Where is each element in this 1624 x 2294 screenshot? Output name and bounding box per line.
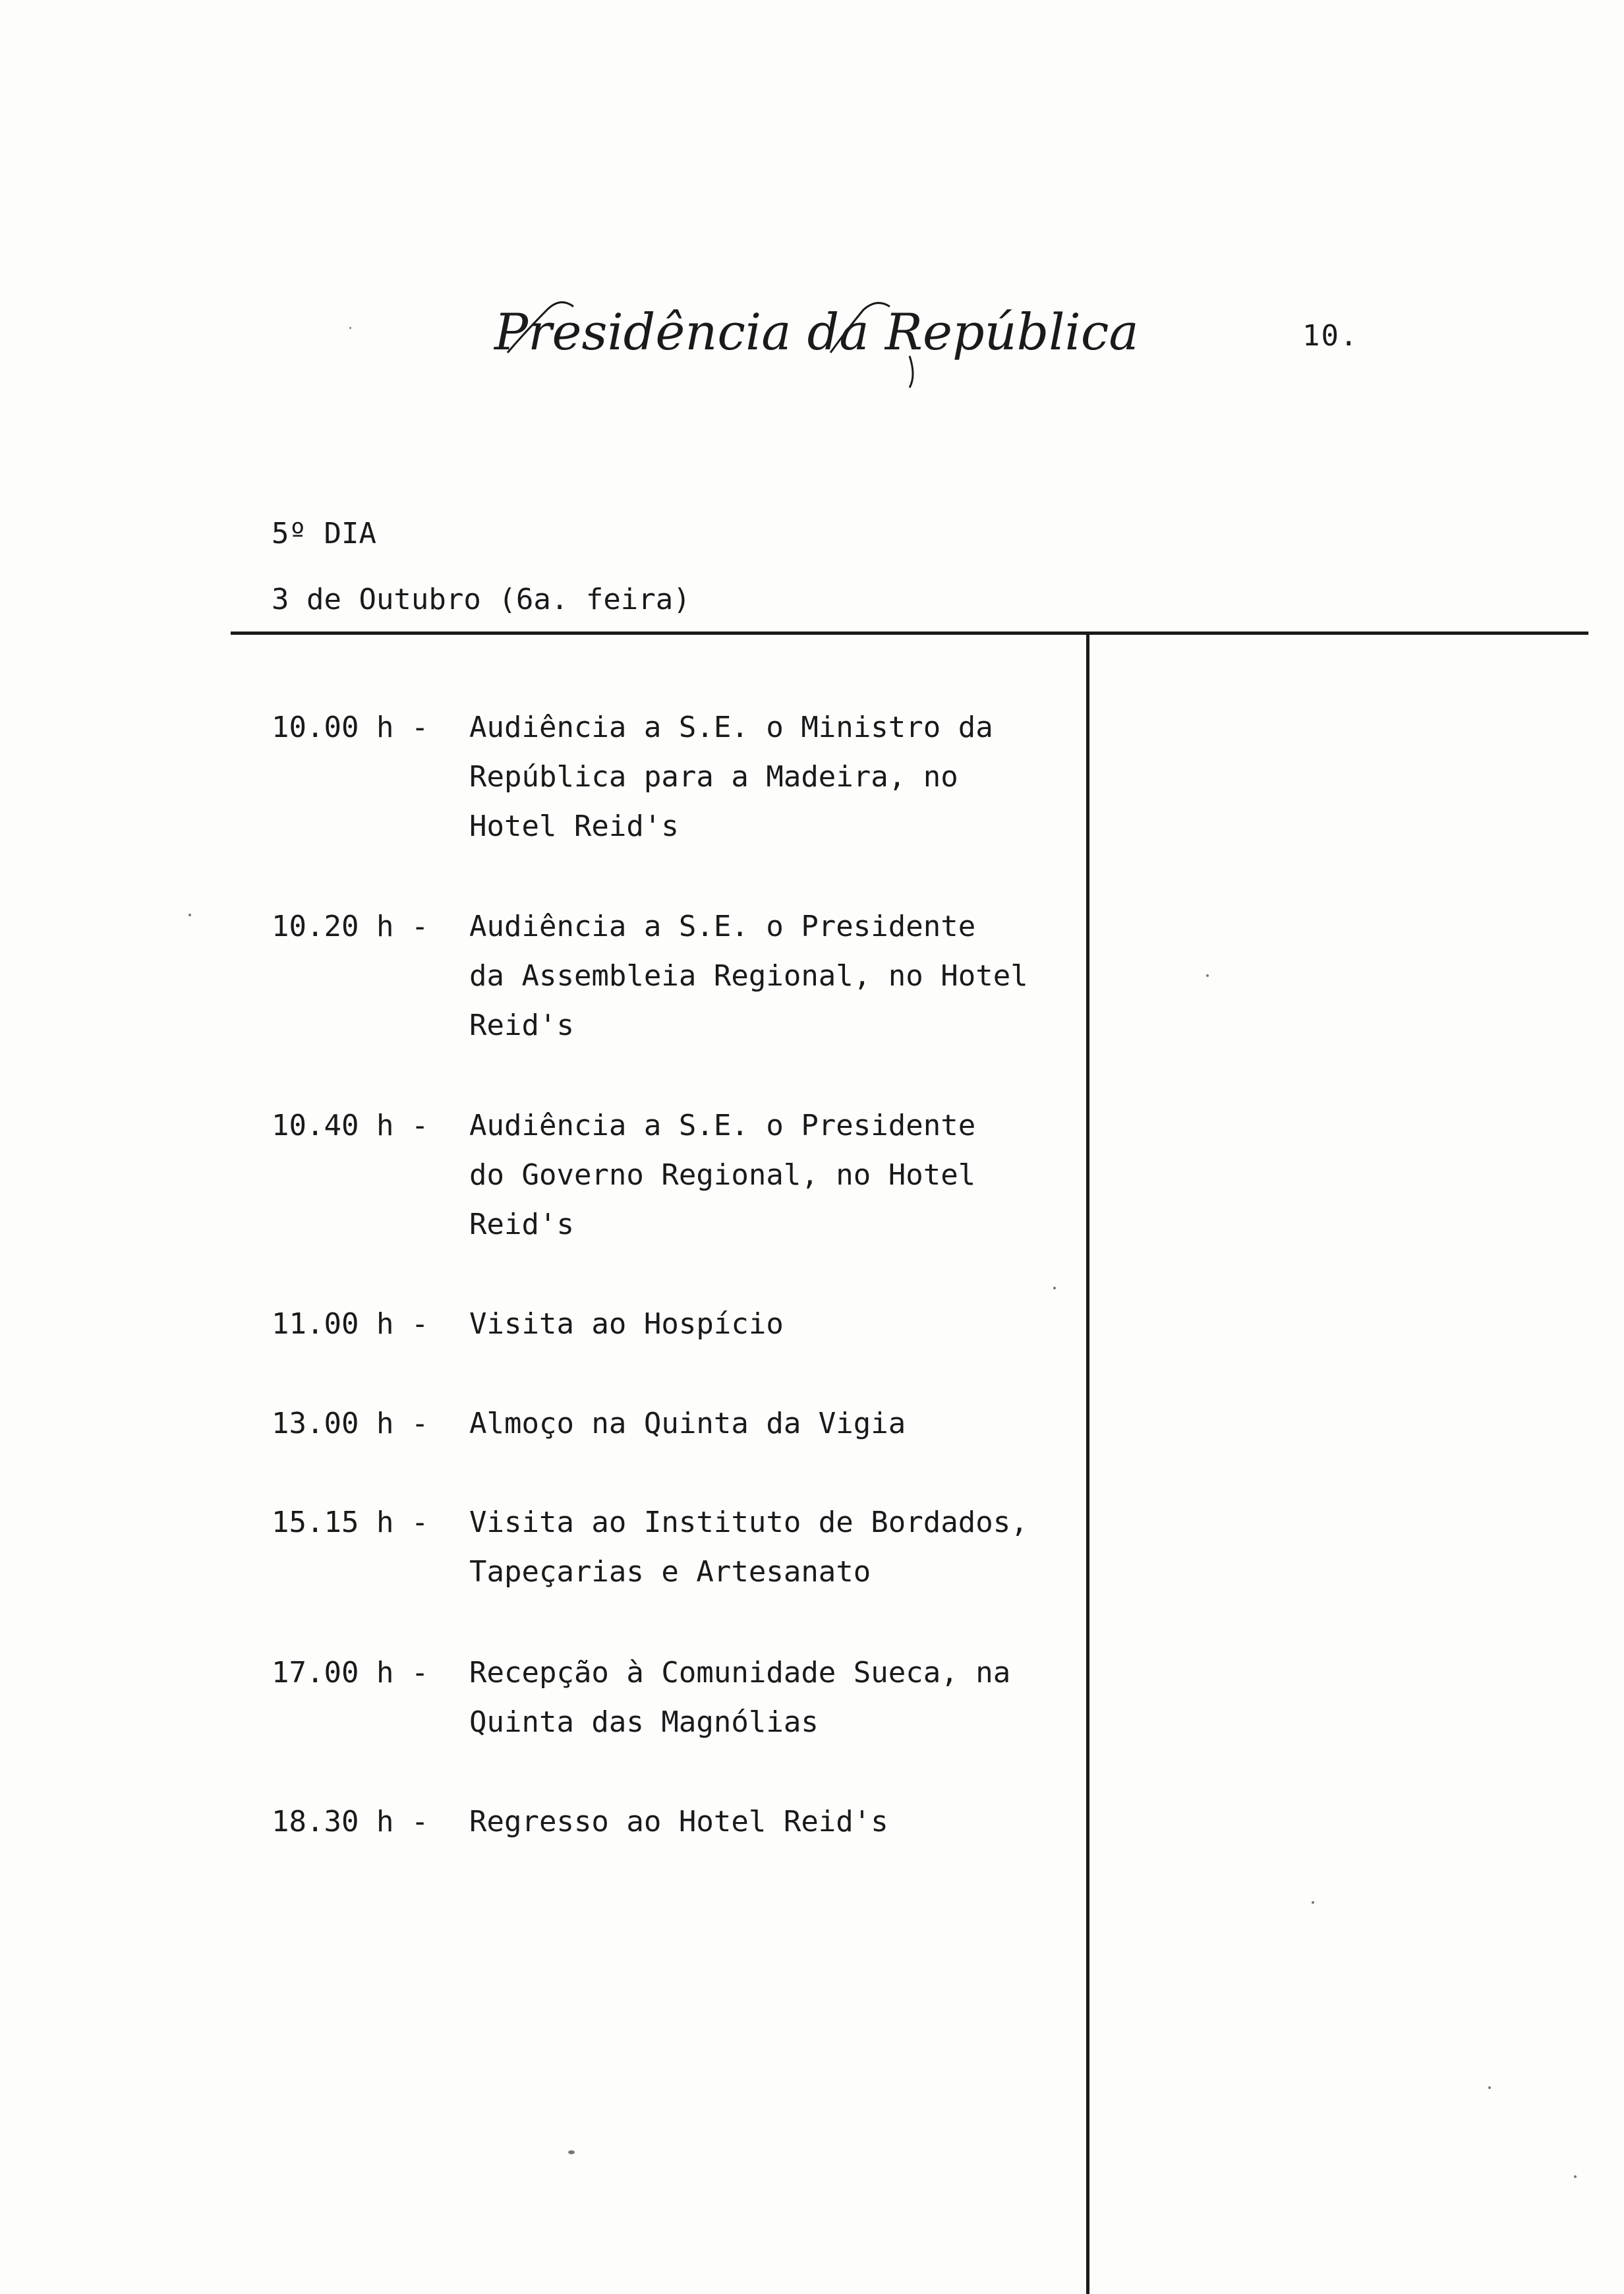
entry-time: 18.30 h - — [272, 1805, 429, 1838]
entry-time: 17.00 h - — [272, 1656, 429, 1690]
letterhead-script — [488, 290, 1139, 389]
scan-speck — [1312, 1901, 1314, 1904]
scan-speck — [1206, 974, 1209, 977]
scan-speck — [1053, 1287, 1056, 1289]
scan-speck — [188, 914, 191, 916]
schedule-entry — [272, 1498, 1094, 1597]
schedule-entry — [272, 1648, 1094, 1747]
entry-description: Audiência a S.E. o Presidente do Governo Regional, no Hotel Reid's — [469, 1109, 976, 1241]
entry-description: Regresso ao Hotel Reid's — [469, 1805, 888, 1838]
day-heading: 5º DIA — [272, 517, 376, 550]
entry-time: 15.15 h - — [272, 1506, 429, 1539]
entry-description: Visita ao Instituto de Bordados, Tapeçarias e Artesanato — [469, 1506, 1028, 1589]
entry-description: Recepção à Comunidade Sueca, na Quinta das Magnólias — [469, 1656, 1011, 1739]
schedule-entry — [272, 1797, 1094, 1846]
horizontal-rule — [231, 632, 1588, 635]
schedule-entry — [272, 902, 1094, 1050]
vertical-rule — [1086, 632, 1089, 2294]
scan-speck — [349, 327, 351, 329]
schedule-entry — [272, 1299, 1094, 1349]
letterhead-text: Presidência da República — [494, 303, 1139, 361]
entry-description: Visita ao Hospício — [469, 1307, 784, 1341]
entry-description: Audiência a S.E. o Presidente da Assembleia Regional, no Hotel Reid's — [469, 910, 1028, 1042]
scan-speck — [568, 2150, 575, 2154]
schedule-entry — [272, 703, 1094, 851]
page-number: 10. — [1302, 319, 1359, 353]
schedule-entry — [272, 1101, 1094, 1249]
letterhead-script-image — [488, 290, 1139, 389]
entry-time: 10.20 h - — [272, 910, 429, 943]
scan-speck — [1488, 2086, 1491, 2089]
schedule-entry — [272, 1399, 1094, 1448]
date-line: 3 de Outubro (6a. feira) — [272, 583, 691, 616]
scan-speck — [1574, 2175, 1577, 2178]
entry-description: Almoço na Quinta da Vigia — [469, 1407, 906, 1440]
entry-time: 10.40 h - — [272, 1109, 429, 1142]
entry-time: 11.00 h - — [272, 1307, 429, 1341]
entry-time: 10.00 h - — [272, 711, 429, 744]
entry-description: Audiência a S.E. o Ministro da República para a Madeira, no Hotel Reid's — [469, 711, 993, 843]
entry-time: 13.00 h - — [272, 1407, 429, 1440]
